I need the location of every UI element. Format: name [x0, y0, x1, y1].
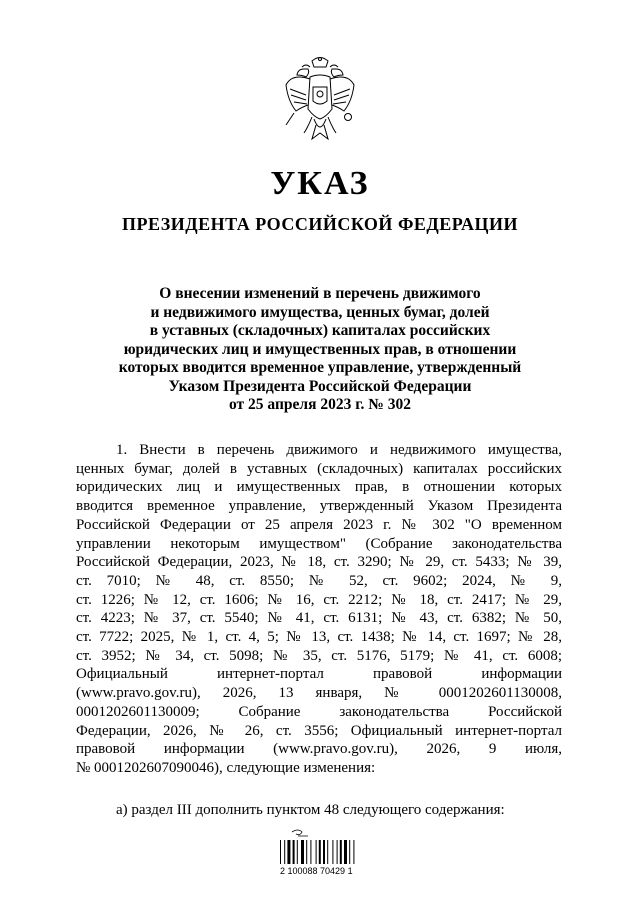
- body-line: правовой информации (www.pravo.gov.ru), 2026, 9 июля,: [76, 741, 562, 758]
- heading-line: которых вводится временное управление, утвержденный: [118, 359, 522, 376]
- heading-line: и недвижимого имущества, ценных бумаг, долей: [150, 303, 490, 321]
- body-line: № 0001202607090046), следующие изменения:: [76, 759, 376, 776]
- document-type-title: УКАЗ: [270, 165, 370, 202]
- body-line: ст. 7010; № 48, ст. 8550; № 52, ст. 9602; 2024, № 9,: [76, 572, 562, 589]
- body-line: Официальный интернет-портал правовой информации: [76, 666, 562, 683]
- coat-of-arms-emblem: [282, 55, 358, 141]
- heading-line: Указом Президента Российской Федерации: [168, 377, 472, 395]
- body-line: (www.pravo.gov.ru), 2026, 13 января, № 0001202601130008,: [76, 685, 562, 702]
- sub-item-a: а) раздел III дополнить пунктом 48 следующего содержания:: [116, 802, 505, 818]
- heading-line: от 25 апреля 2023 г. № 302: [229, 396, 411, 413]
- body-line: вводится временное управление, утвержденный Указом Президента: [76, 498, 562, 515]
- decree-heading: [90, 285, 550, 415]
- body-line: ст. 4223; № 37, ст. 5540; № 41, ст. 6131; № 43, ст. 6382; № 50,: [76, 610, 562, 627]
- body-line: ценных бумаг, долей в уставных (складочных) капиталах российских: [76, 460, 562, 477]
- body-line: Российской Федерации от 25 апреля 2023 г. № 302 "О временном: [76, 516, 562, 533]
- body-line: Российской Федерации, 2023, № 18, ст. 3290; № 29, ст. 5433; № 39,: [76, 554, 562, 571]
- body-line: ст. 3952; № 34, ст. 5098; № 35, ст. 5176, 5179; № 41, ст. 6008;: [76, 647, 562, 664]
- heading-line: О внесении изменений в перечень движимого: [159, 285, 481, 302]
- issuer-title: ПРЕЗИДЕНТА РОССИЙСКОЙ ФЕДЕРАЦИИ: [122, 214, 518, 234]
- barcode-icon: [278, 828, 374, 890]
- body-line: ст. 1226; № 12, ст. 1606; № 16, ст. 2212; № 18, ст. 2417; № 29,: [76, 591, 562, 608]
- body-line: управлении некоторым имуществом" (Собрание законодательства: [76, 535, 562, 552]
- body-line: Федерации, 2026, № 26, ст. 3556; Официальный интернет-портал: [76, 722, 562, 739]
- body-line: 1. Внести в перечень движимого и недвижимого имущества,: [116, 442, 562, 458]
- body-line: 0001202601130009; Собрание законодательства Российской: [76, 703, 562, 720]
- decree-body-paragraph: [76, 441, 562, 778]
- heading-line: в уставных (складочных) капиталах российских: [149, 322, 491, 339]
- heading-line: юридических лиц и имущественных прав, в отношении: [123, 340, 517, 358]
- barcode-number: 2 100088 70429 1: [280, 866, 353, 876]
- body-line: юридических лиц и имущественных прав, в отношении которых: [76, 479, 562, 496]
- body-line: ст. 7722; 2025, № 1, ст. 4, 5; № 13, ст. 1438; № 14, ст. 1697; № 28,: [76, 629, 562, 646]
